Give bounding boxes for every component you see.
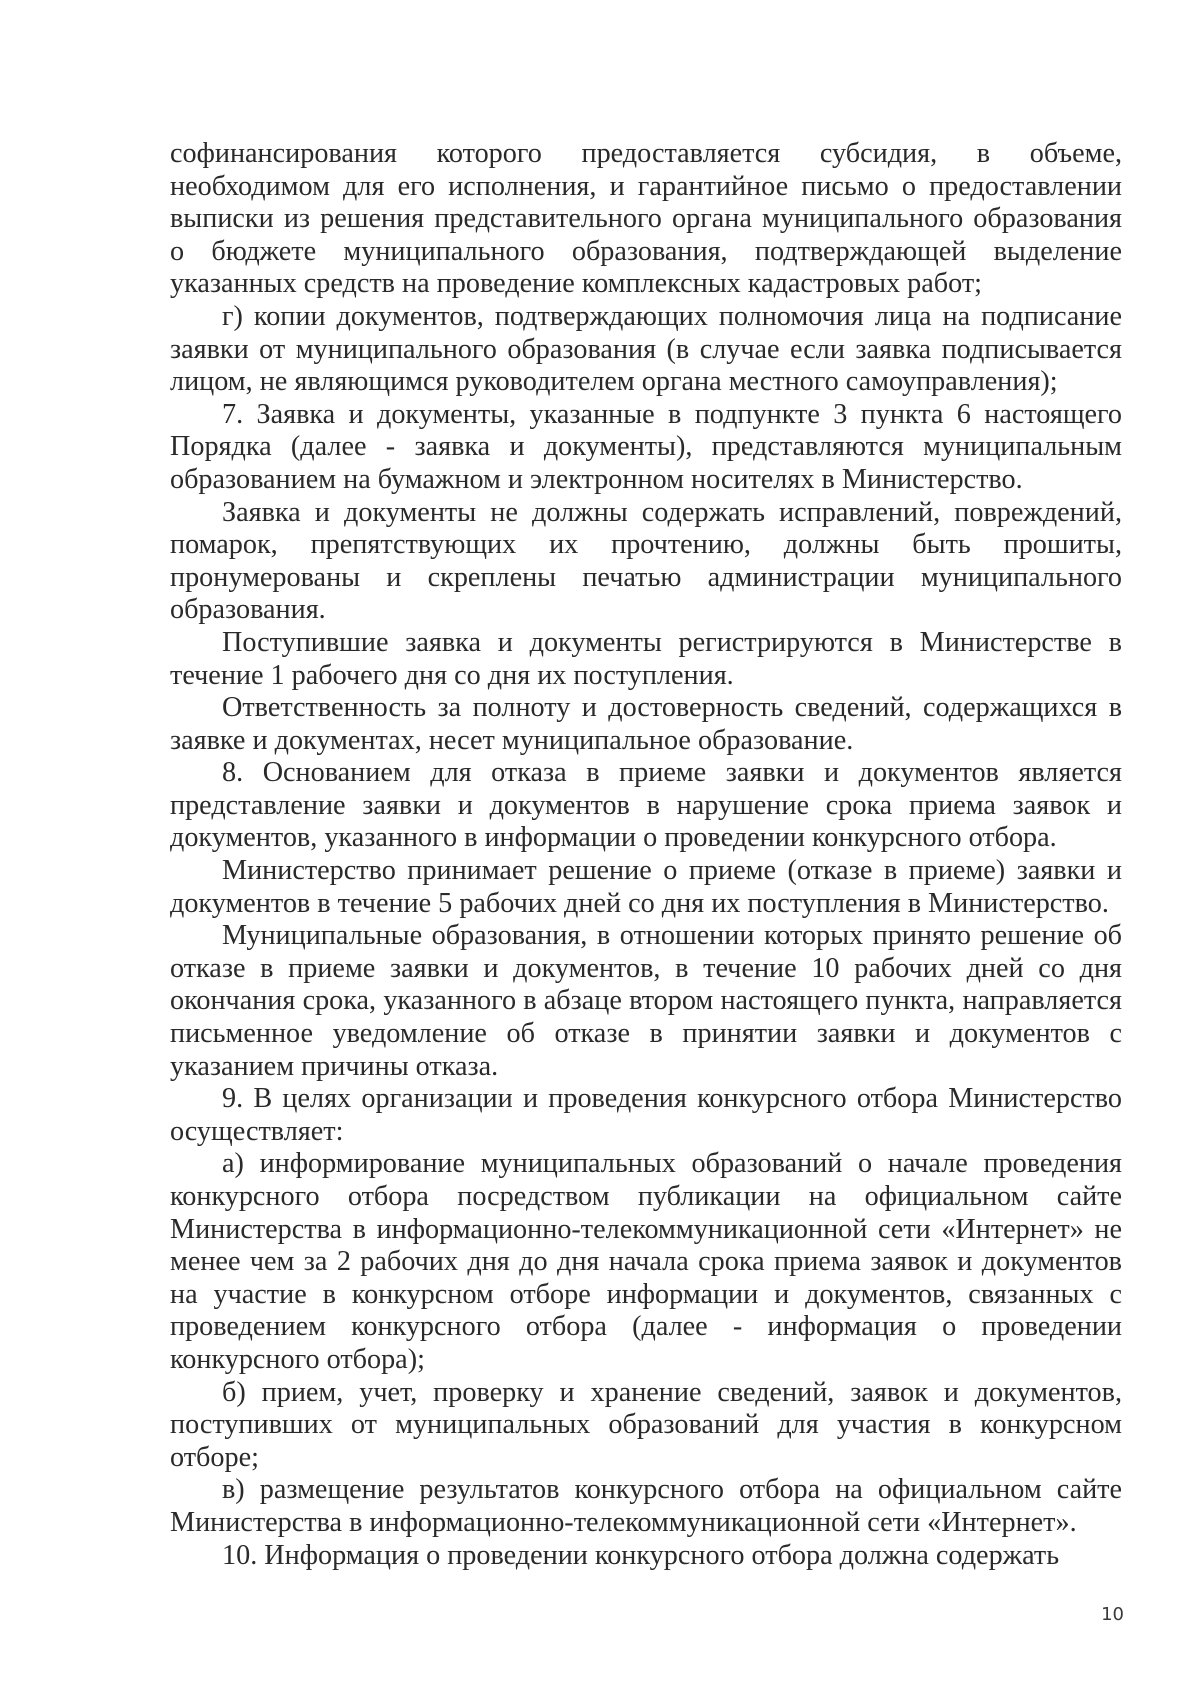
paragraph-item-9b: б) прием, учет, проверку и хранение сведений, заявок и документов, поступивших от муниципальных образований для участия в конкурсном отборе; <box>170 1376 1122 1473</box>
paragraph-requirements: Заявка и документы не должны содержать исправлений, повреждений, помарок, препятствующих их прочтению, должны быть прошиты, пронумерованы и скреплены печатью администрации муниципального образования. <box>170 496 1122 626</box>
paragraph-responsibility: Ответственность за полноту и достоверность сведений, содержащихся в заявке и документах, несет муниципальное образование. <box>170 692 1122 756</box>
document-body <box>170 138 1122 1572</box>
paragraph-item-g: г) копии документов, подтверждающих полномочия лица на подписание заявки от муниципального образования (в случае если заявка подписывается лицом, не являющимся руководителем органа местного самоуправления); <box>170 300 1122 398</box>
paragraph-item-9v: в) размещение результатов конкурсного отбора на официальном сайте Министерства в информационно-телекоммуникационной сети «Интернет». <box>170 1474 1122 1538</box>
paragraph-item-7: 7. Заявка и документы, указанные в подпункте 3 пункта 6 настоящего Порядка (далее - заявка и документы), представляются муниципальным образованием на бумажном и электронном носителях в Министерство. <box>170 398 1122 495</box>
paragraph-refusal-notice: Муниципальные образования, в отношении которых принято решение об отказе в приеме заявки и документов, в течение 10 рабочих дней со дня окончания срока, указанного в абзаце втором настоящего пункта, направляется письменное уведомление об отказе в принятии заявки и документов с указанием причины отказа. <box>170 920 1122 1082</box>
paragraph-item-9: 9. В целях организации и проведения конкурсного отбора Министерство осуществляет: <box>170 1083 1122 1147</box>
paragraph-item-9a: а) информирование муниципальных образований о начале проведения конкурсного отбора посредством публикации на официальном сайте Министерства в информационно-телекоммуникационной сети «Интернет» не менее чем за 2 рабочих дня до дня начала срока приема заявок и документов на участие в конкурсном отборе информации и документов, связанных с проведением конкурсного отбора (далее - информация о проведении конкурсного отбора); <box>170 1148 1122 1375</box>
paragraph-item-8: 8. Основанием для отказа в приеме заявки и документов является представление заявки и документов в нарушение срока приема заявок и документов, указанного в информации о проведении конкурсного отбора. <box>170 757 1122 854</box>
paragraph-decision: Министерство принимает решение о приеме (отказе в приеме) заявки и документов в течение 5 рабочих дней со дня их поступления в Министерство. <box>170 855 1122 919</box>
page-number: 10 <box>1101 1604 1124 1625</box>
paragraph-continuation: софинансирования которого предоставляется субсидия, в объеме, необходимом для его исполнения, и гарантийное письмо о предоставлении выписки из решения представительного органа муниципального образования о бюджете муниципального образования, подтверждающей выделение указанных средств на проведение комплексных кадастровых работ; <box>170 138 1122 300</box>
paragraph-registration: Поступившие заявка и документы регистрируются в Министерстве в течение 1 рабочего дня со дня их поступления. <box>170 626 1122 691</box>
paragraph-item-10: 10. Информация о проведении конкурсного отбора должна содержать <box>222 1539 1060 1571</box>
